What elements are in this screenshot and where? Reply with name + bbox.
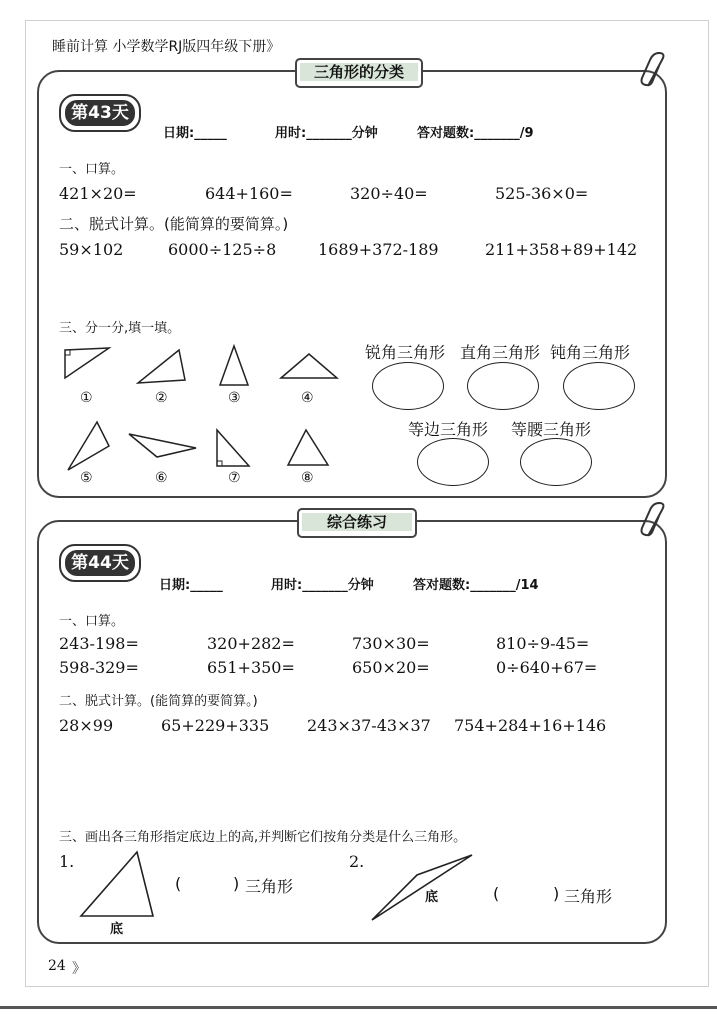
day44-sec1-problem: 651+350= — [207, 658, 295, 677]
triangle-5 — [68, 422, 109, 470]
day44-sec2-problem: 28×99 — [59, 716, 114, 735]
day44-title-tab — [297, 508, 417, 538]
day44-sec2-problem: 754+284+16+146 — [454, 716, 607, 735]
answer-oval[interactable] — [417, 438, 489, 486]
day43-sec1-problem: 320÷40= — [350, 184, 428, 203]
day43-sec2-problem: 59×102 — [59, 240, 124, 259]
day44-sec1-title: 一、口算。 — [59, 614, 125, 629]
triangle-label: ⑧ — [301, 470, 314, 486]
q2-answer-blank[interactable] — [507, 884, 553, 904]
category-label: 等边三角形 — [408, 420, 489, 439]
day43-sec1-problem: 644+160= — [205, 184, 293, 203]
day44-sec3-title: 三、画出各三角形指定底边上的高,并判断它们按角分类是什么三角形。 — [59, 830, 467, 845]
triangle-3 — [220, 346, 248, 385]
q2-paren-close: ) — [553, 884, 560, 903]
triangle-q2 — [369, 852, 475, 924]
day44-sec2-problem: 243×37-43×37 — [307, 716, 431, 735]
base-label: 底 — [425, 890, 439, 905]
day44-badge — [59, 544, 141, 582]
day43-date-label: 日期:_____ — [163, 126, 227, 141]
day43-sec1-title: 一、口算。 — [59, 162, 125, 177]
answer-oval[interactable] — [467, 362, 539, 410]
base-label: 底 — [110, 922, 124, 937]
answer-oval[interactable] — [520, 438, 592, 486]
triangle-label: ② — [155, 390, 168, 406]
day44-badge-text: 第44天 — [65, 550, 135, 576]
category-label: 锐角三角形 — [365, 343, 446, 362]
triangle-label: ⑥ — [155, 470, 168, 486]
day44-sec1-problem: 320+282= — [207, 634, 295, 653]
day43-sec3-title: 三、分一分,填一填。 — [59, 321, 181, 336]
q1-answer-blank[interactable] — [189, 874, 233, 894]
day44-title: 综合练习 — [302, 513, 412, 531]
triangle-label: ⑦ — [228, 470, 241, 486]
paperclip-icon — [640, 52, 670, 90]
category-label: 等腰三角形 — [511, 420, 592, 439]
day44-sec2-problem: 65+229+335 — [161, 716, 270, 735]
q1-paren-close: ) — [233, 874, 240, 893]
page-number: 24 — [48, 958, 66, 974]
triangle-4 — [281, 354, 337, 378]
page-header: 睡前计算 小学数学RJ版四年级下册》 — [52, 39, 281, 55]
day43-title: 三角形的分类 — [300, 63, 418, 81]
triangle-8 — [288, 430, 328, 465]
triangle-label: ① — [80, 390, 93, 406]
q2-paren-open: ( — [493, 884, 500, 903]
q2-number: 2. — [349, 852, 365, 871]
triangle-label: ③ — [228, 390, 241, 406]
day44-sec1-problem: 243-198= — [59, 634, 139, 653]
day43-time-label: 用时:_______分钟 — [275, 126, 378, 141]
day43-card — [37, 63, 667, 498]
triangle-label: ⑤ — [80, 470, 93, 486]
day43-badge — [59, 94, 141, 132]
day44-card — [37, 513, 667, 944]
day44-score-label: 答对题数:_______/14 — [413, 578, 539, 593]
day44-sec1-problem: 0÷640+67= — [496, 658, 598, 677]
category-label: 钝角三角形 — [550, 343, 631, 362]
q1-number: 1. — [59, 852, 75, 871]
triangle-q1 — [77, 848, 157, 918]
answer-oval[interactable] — [563, 362, 635, 410]
triangle-1 — [65, 348, 109, 378]
q1-paren-open: ( — [175, 874, 182, 893]
day44-date-label: 日期:_____ — [159, 578, 223, 593]
day44-sec1-problem: 650×20= — [352, 658, 430, 677]
day44-sec2-title: 二、脱式计算。(能简算的要简算。) — [59, 694, 258, 709]
day44-sec1-problem: 810÷9-45= — [496, 634, 590, 653]
triangle-2 — [138, 350, 185, 383]
day43-sec2-problem: 1689+372-189 — [318, 240, 439, 259]
category-label: 直角三角形 — [460, 343, 541, 362]
q1-answer-suffix: 三角形 — [245, 877, 294, 896]
day44-sec1-problem: 730×30= — [352, 634, 430, 653]
day43-sec1-problem: 525-36×0= — [495, 184, 589, 203]
triangle-figures — [59, 338, 369, 488]
paperclip-icon — [640, 502, 670, 540]
day44-time-label: 用时:_______分钟 — [271, 578, 374, 593]
day43-sec2-problem: 211+358+89+142 — [485, 240, 638, 259]
day43-sec2-title: 二、脱式计算。(能简算的要简算。) — [59, 215, 289, 233]
answer-oval[interactable] — [372, 362, 444, 410]
day43-score-label: 答对题数:_______/9 — [417, 126, 534, 141]
triangle-6 — [129, 434, 196, 457]
day43-title-tab — [295, 58, 423, 88]
bottom-rule — [0, 1006, 717, 1009]
day43-sec1-problem: 421×20= — [59, 184, 137, 203]
q2-answer-suffix: 三角形 — [564, 887, 613, 906]
day43-sec2-problem: 6000÷125÷8 — [168, 240, 277, 259]
page-number-mark: 》 — [72, 961, 86, 977]
triangle-label: ④ — [301, 390, 314, 406]
day43-badge-text: 第43天 — [65, 100, 135, 126]
day44-sec1-problem: 598-329= — [59, 658, 139, 677]
